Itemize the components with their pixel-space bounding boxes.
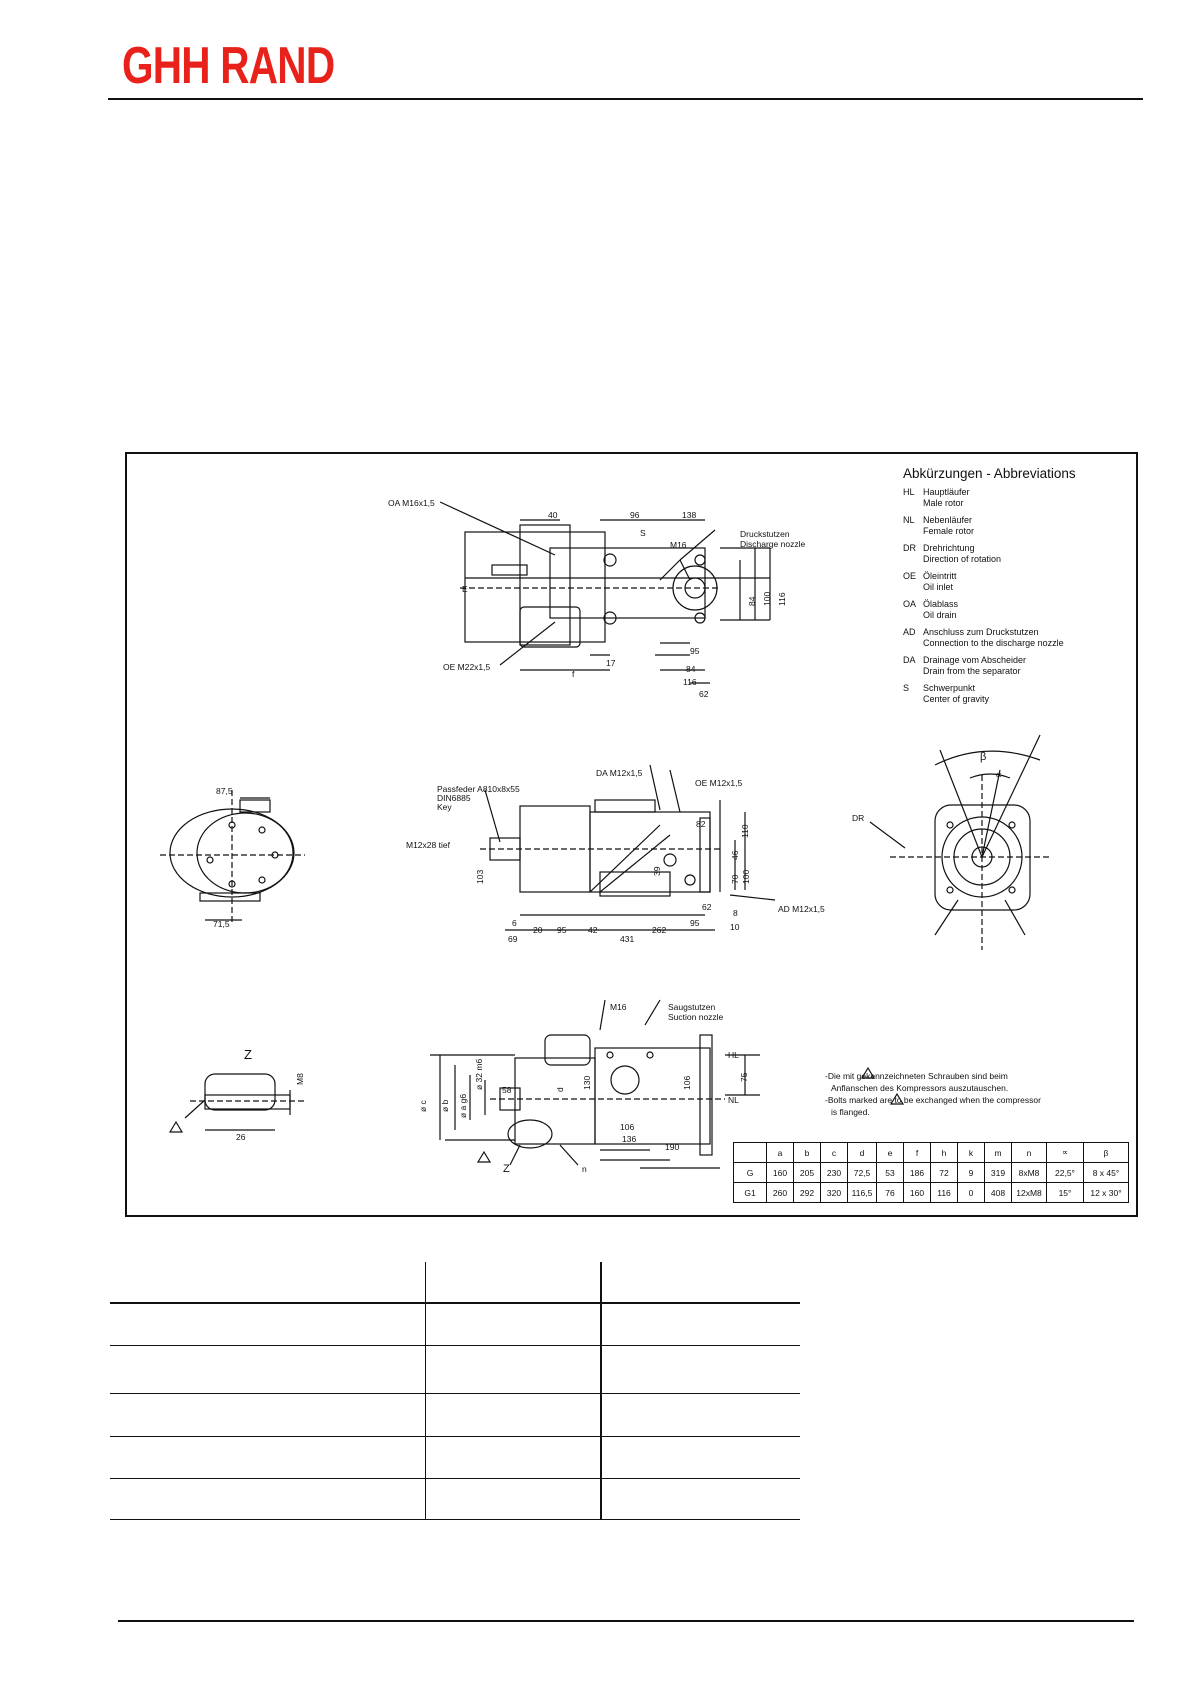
dim-116: 116 <box>777 592 787 606</box>
empty-spec-table <box>110 1262 800 1520</box>
table-header-row: a b c d e f h k m n ∝ β <box>734 1143 1129 1163</box>
label-beta: β <box>980 751 987 763</box>
abbreviation-s: S Schwerpunkt Center of gravity <box>903 683 990 704</box>
dim-136: 136 <box>622 1134 637 1144</box>
footer-rule <box>118 1620 1134 1622</box>
abbreviation-oa: OA Ölablass Oil drain <box>903 599 959 620</box>
dim-116b: 116 <box>683 677 697 687</box>
dim-42: 42 <box>588 925 598 935</box>
dim-58: 58 <box>502 1085 512 1095</box>
company-logo: GHH RAND <box>122 37 335 95</box>
dimension-table <box>733 1142 1129 1203</box>
label-nl: NL <box>728 1095 739 1105</box>
dim-103: 103 <box>475 869 485 884</box>
dim-106: 106 <box>682 1075 692 1090</box>
label-m8: M8 <box>295 1073 305 1085</box>
label-hl: HL <box>728 1050 739 1060</box>
dim-110: 110 <box>740 824 750 838</box>
dim-138: 138 <box>682 510 697 520</box>
dim-69: 69 <box>508 934 518 944</box>
dim-106b: 106 <box>620 1122 635 1132</box>
abbreviation-dr: DR Drehrichtung Direction of rotation <box>903 543 1002 564</box>
abbreviation-oe: OE Öleintritt Oil inlet <box>903 571 957 592</box>
label-z: Z <box>244 1047 252 1062</box>
dim-17: 17 <box>606 658 616 668</box>
dim-82: 82 <box>696 819 706 829</box>
bolt-note: -Die mit gekennzeichneten Schrauben sind beim Anflanschen des Kompressors auszutauschen. -Bolts marked are to be exchanged when the compressor is flanged. <box>825 1071 1041 1117</box>
dim-32: ø 32 m6 <box>474 1058 484 1090</box>
label-alpha: ∝ <box>995 770 1003 781</box>
label-oe-m22: OE M22x1,5 <box>443 662 491 672</box>
abbreviation-hl: HL Hauptläufer Male rotor <box>903 487 970 508</box>
abbreviation-nl: NL Nebenläufer Female rotor <box>903 515 975 536</box>
dim-46: 46 <box>730 850 740 860</box>
label-e: E <box>462 584 468 594</box>
label-m16b: M16 <box>610 1002 627 1012</box>
dim-62b: 62 <box>702 902 712 912</box>
label-oe-m12: OE M12x1,5 <box>695 778 743 788</box>
dim-431: 431 <box>620 934 635 944</box>
label-dr: DR <box>852 813 865 823</box>
label-passfeder-3: Key <box>437 802 452 812</box>
dim-95: 95 <box>690 646 700 656</box>
label-passfeder-2: DIN6885 <box>437 793 471 803</box>
label-f: f <box>572 669 575 679</box>
dim-8: 8 <box>733 908 738 918</box>
dim-39: 39 <box>652 866 662 876</box>
label-druck-de: Druckstutzen <box>740 529 790 539</box>
dim-87-5: 87,5 <box>216 786 233 796</box>
dim-262: 262 <box>652 925 667 935</box>
table-row: G1 260 292 320 116,5 76 160 116 0 408 12xM8 15° 12 x 30° <box>734 1183 1129 1203</box>
dim-84: 84 <box>747 596 757 606</box>
dim-190: 190 <box>665 1142 680 1152</box>
dim-a-g6: ø a g6 <box>458 1093 468 1118</box>
label-n: n <box>582 1164 587 1174</box>
header-rule <box>108 98 1143 100</box>
abbreviation-ad: AD Anschluss zum Druckstutzen Connection to the discharge nozzle <box>903 627 1064 648</box>
abbreviation-da: DA Drainage vom Abscheider Drain from the separator <box>903 655 1027 676</box>
dim-62: 62 <box>699 689 709 699</box>
label-saug-de: Saugstutzen <box>668 1002 716 1012</box>
dim-71-5: 71,5 <box>213 919 230 929</box>
dim-26: 26 <box>236 1132 246 1142</box>
dim-40: 40 <box>548 510 558 520</box>
abbreviations-title: Abkürzungen - Abbreviations <box>903 466 1076 481</box>
label-saug-en: Suction nozzle <box>668 1012 724 1022</box>
dim-130: 130 <box>582 1075 592 1090</box>
label-ad: AD M12x1,5 <box>778 904 825 914</box>
dim-95c: 95 <box>690 918 700 928</box>
dim-75: 75 <box>739 1072 749 1082</box>
label-da: DA M12x1,5 <box>596 768 643 778</box>
label-oa: OA M16x1,5 <box>388 498 435 508</box>
dim-d: d <box>555 1087 565 1092</box>
label-passfeder-1: Passfeder A810x8x55 <box>437 784 520 794</box>
dim-10: 10 <box>730 922 740 932</box>
dim-6: 6 <box>512 918 517 928</box>
dim-84b: 84 <box>686 664 696 674</box>
label-m16: M16 <box>670 540 687 550</box>
abbreviations-legend <box>903 466 1133 711</box>
dim-20: 20 <box>533 925 543 935</box>
dim-70: 70 <box>730 874 740 884</box>
dim-100: 100 <box>762 591 772 606</box>
label-druck-en: Discharge nozzle <box>740 539 806 549</box>
label-m12-tief: M12x28 tief <box>406 840 450 850</box>
label-s: S <box>640 528 646 538</box>
dim-96: 96 <box>630 510 640 520</box>
dim-95b: 95 <box>557 925 567 935</box>
table-row: G 160 205 230 72,5 53 186 72 9 319 8xM8 22,5° 8 x 45° <box>734 1163 1129 1183</box>
label-z2: Z <box>503 1163 510 1175</box>
dim-c: ø c <box>418 1100 428 1112</box>
dim-100b: 100 <box>741 869 751 884</box>
dim-b: ø b <box>440 1099 450 1112</box>
